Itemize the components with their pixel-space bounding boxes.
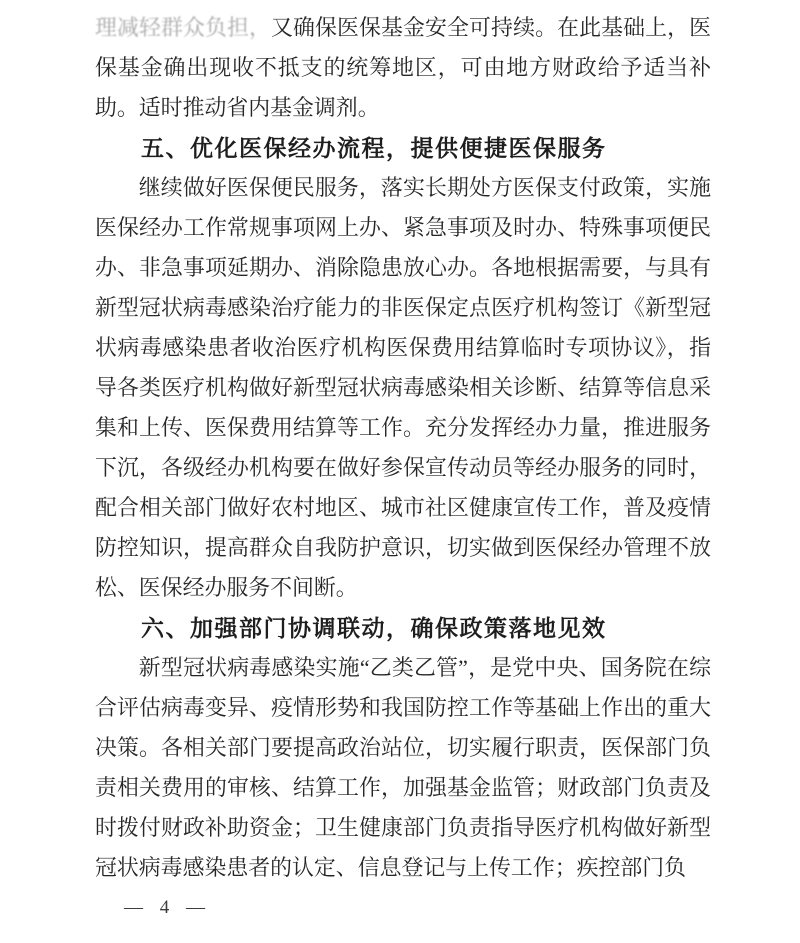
paragraph-continuation-from-previous-page xyxy=(95,8,711,128)
page-number: — 4 — xyxy=(124,897,211,918)
section-heading-six: 六、加强部门协调联动，确保政策落地见效 xyxy=(141,615,607,641)
body-paragraph-section-five: 继续做好医保便民服务，落实长期处方医保支付政策，实施医保经办工作常规事项网上办、紧急事项及时办、特殊事项便民办、非急事项延期办、消除隐患放心办。各地根据需要，与具有新型冠状病毒感染治疗能力的非医保定点医疗机构签订《新型冠状病毒感染患者收治医疗机构医保费用结算临时专项协议》，指导各类医疗机构做好新型冠状病毒感染相关诊断、结算等信息采集和上传、医保费用结算等工作。充分发挥经办力量，推进服务下沉，各级经办机构要在做好参保宣传动员等经办服务的同时，配合相关部门做好农村地区、城市社区健康宣传工作，普及疫情防控知识，提高群众自我防护意识，切实做到医保经办管理不放松、医保经办服务不间断。 xyxy=(95,175,711,600)
document-body xyxy=(95,8,711,888)
paragraph-continuation-text: 又确保医保基金安全可持续。在此基础上，医保基金确出现收不抵支的统筹地区，可由地方财政给予适当补助。适时推动省内基金调剂。 xyxy=(95,15,711,120)
body-paragraph-section-six: 新型冠状病毒感染实施“乙类乙管”，是党中央、国务院在综合评估病毒变异、疫情形势和我国防控工作等基础上作出的重大决策。各相关部门要提高政治站位，切实履行职责，医保部门负责相关费用的审核、结算工作，加强基金监管；财政部门负责及时拨付财政补助资金；卫生健康部门负责指导医疗机构做好新型冠状病毒感染患者的认定、信息登记与上传工作；疾控部门负 xyxy=(95,655,711,880)
section-heading-five: 五、优化医保经办流程，提供便捷医保服务 xyxy=(141,135,607,161)
faded-scan-text: 理减轻群众负担， xyxy=(95,15,272,40)
